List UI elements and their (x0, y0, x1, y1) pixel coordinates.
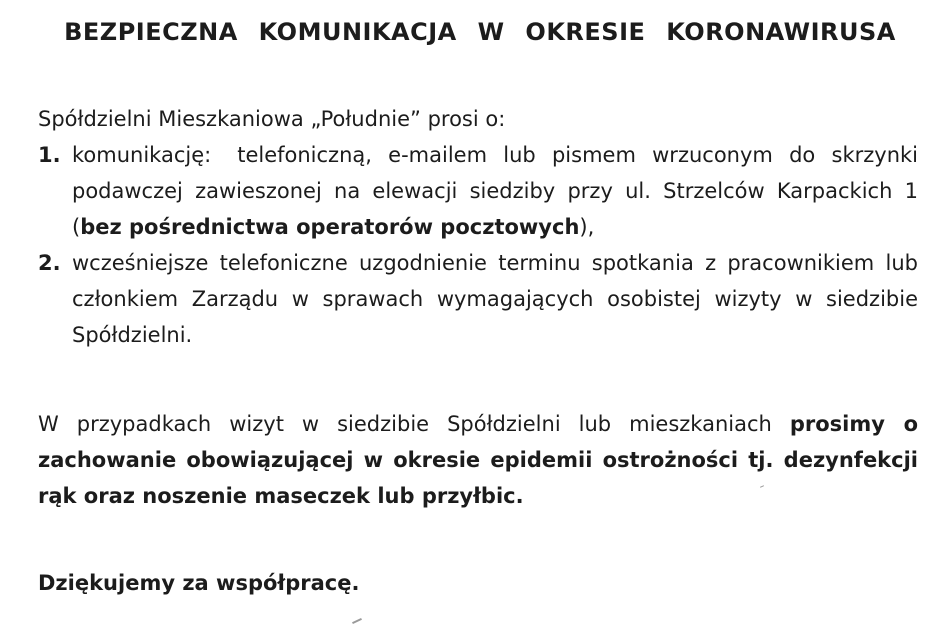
hygiene-note-emphasis: prosimy o zachowanie obowiązującej w okresie epidemii ostrożności tj. dezynfekcji rąk oraz noszenie maseczek lub przyłbic. (38, 412, 918, 508)
intro-line: Spółdzielni Mieszkaniowa „Południe” prosi o: (38, 107, 506, 131)
list-item-text (72, 137, 918, 245)
list-item (38, 137, 918, 245)
hygiene-note (38, 406, 918, 514)
list-item-emphasis: bez pośrednictwa operatorów pocztowych (80, 215, 580, 239)
list-item-number: 1. (38, 143, 61, 167)
list-item-text: wcześniejsze telefoniczne uzgodnienie terminu spotkania z pracownikiem lub członkiem Zarządu w sprawach wymagających osobistej wizyty w siedzibie Spółdzielni. (72, 251, 918, 347)
closing-line: Dziękujemy za współpracę. (38, 571, 360, 595)
list-item (38, 245, 918, 353)
list-item-number: 2. (38, 251, 61, 275)
hygiene-note-text: W przypadkach wizyt w siedzibie Spółdzielni lub mieszkaniach (38, 412, 790, 436)
list-item-lead: komunikację: (72, 143, 212, 167)
list-item-body: telefoniczną, e-mailem lub pismem wrzuconym do skrzynki podawczej zawieszonej na elewacji siedziby przy ul. Strzelców Karpackich 1 ( (72, 143, 918, 239)
list-item-tail: ), (579, 215, 595, 239)
scan-speck (352, 618, 362, 624)
document-title: BEZPIECZNA KOMUNIKACJA W OKRESIE KORONAWIRUSA (64, 18, 896, 46)
